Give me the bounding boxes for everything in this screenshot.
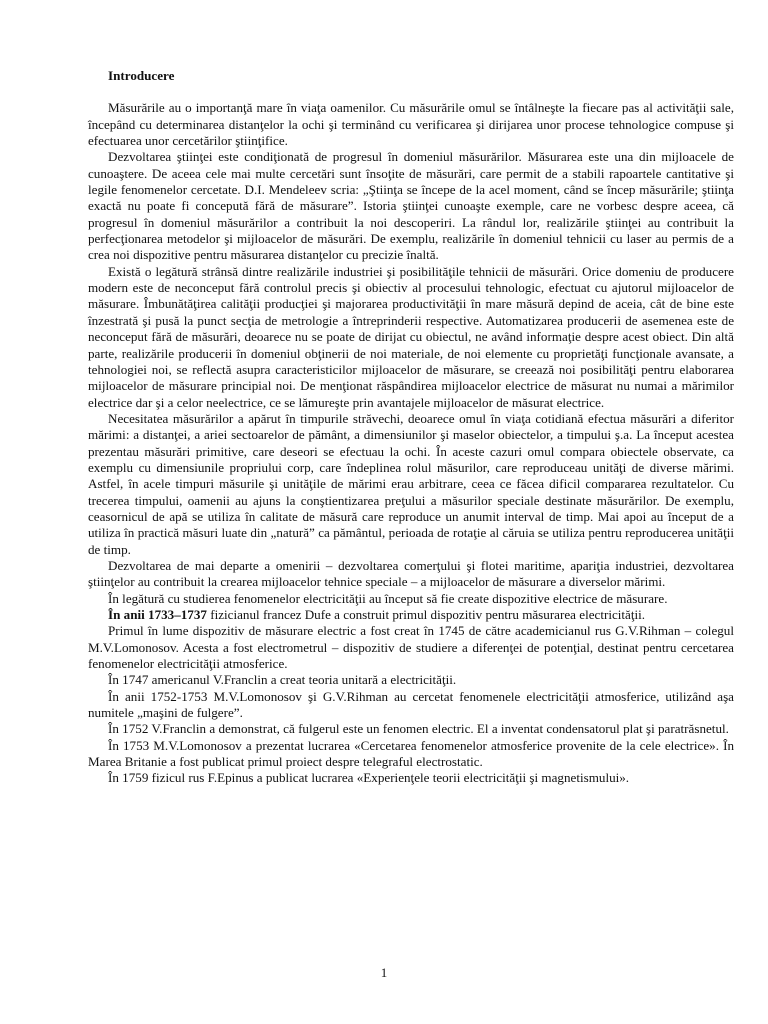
paragraph: În legătură cu studierea fenomenelor electricităţii au început să fie create dispozitive electrice de măsurare.	[108, 590, 668, 606]
paragraph-text: fizicianul francez Dufe a construit primul dispozitiv pentru măsurarea electricităţii.	[206, 607, 646, 622]
paragraph: Necesitatea măsurărilor a apărut în timpurile străvechi, deoarece omul în viaţa cotidiană efectua măsurări a diferitor mărimi: a distanţei, a ariei sectoarelor de pământ, a dimensiunilor şi maselor obiectelor, a timpului ş.a. La început acestea prezentau măsurări primitive, care deseori se efectuau la ochi. În aceste cazuri omul compara obiectele observate, ca exemplu cu dimensiunile propriului corp, care îndeplinea rolul măsurilor, care reproduceau unităţi de diverse mărimi. Astfel, în acele timpuri măsurile şi unităţile de mărimi erau arbitrare, ceea ce făcea dificil compararea rezultatelor. Cu trecerea timpului, oamenii au ajuns la conştientizarea preţului a măsurilor speciale destinate măsurărilor. De exemplu, ceasornicul de apă se utiliza în calitate de măsură care reproduce un anumit interval de timp. Mai apoi au început de a utiliza în practică măsuri luate din „natură” ca pământul, perioada de rotaţie al căruia se utiliza pentru reproducerea unităţii de timp.	[88, 410, 734, 557]
paragraph: În 1753 M.V.Lomonosov a prezentat lucrarea «Cercetarea fenomenelor atmosferice provenite de la cele electrice». În Marea Britanie a fost publicat primul proiect despre telegraful electrostatic.	[88, 737, 734, 770]
paragraph: Există o legătură strânsă dintre realizările industriei şi posibilităţile tehnicii de măsurări. Orice domeniu de producere modern este de neconceput fără controlul precis şi obiectiv al procesului tehnologic, efectuat cu ajutorul mijloacelor de măsurare. Îmbunătăţirea calităţii producţiei şi majorarea productivităţii în mare măsură depind de aceia, cât de bine este înzestrată şi pusă la punct secţia de metrologie a întreprinderii respective. Automatizarea producerii de asemenea este de neconceput fără de măsurări, deoarece nu se poate de dirijat cu obiectul, ne având informaţie despre acest obiect. Din altă parte, realizările producerii în domeniul obţinerii de noi materiale, de noi elemente cu proprietăţi funcţionale avansate, a tehnologiei noi, se reflectă asupra caracteristicilor mijloacelor de măsurare, se creează noi posibilităţi pentru elaborarea mijloacelor de măsurare principial noi. De menţionat răspândirea mijloacelor electrice de măsurat nu numai a mărimilor electrice dar şi a celor neelectrice, ce se lămureşte prin avantajele mijloacelor de măsurat electrice.	[88, 263, 734, 410]
paragraph: Primul în lume dispozitiv de măsurare electric a fost creat în 1745 de către academicianul rus G.V.Rihman – colegul M.V.Lomonosov. Acesta a fost electrometrul – dispozitiv de studiere a diferenţei de potenţial, destinat pentru cercetarea fenomenelor electricităţii atmosferice.	[88, 623, 734, 672]
years-highlight: În anii 1733–1737	[108, 607, 207, 622]
paragraph: În 1759 fizicul rus F.Epinus a publicat lucrarea «Experienţele teorii electricităţii şi magnetismului».	[108, 770, 630, 786]
paragraph: În 1747 americanul V.Franclin a creat teoria unitară a electricităţii.	[108, 672, 457, 688]
paragraph: În anii 1752-1753 M.V.Lomonosov şi G.V.Rihman au cercetat fenomenele electricităţii atmosferice, utilizând aşa numitele „maşini de fulgere”.	[88, 688, 734, 721]
paragraph-dufe	[88, 607, 734, 623]
paragraph: Măsurările au o importanţă mare în viaţa oamenilor. Cu măsurările omul se întâlneşte la fiecare pas al activităţii sale, începând cu determinarea distanţelor la ochi şi terminând cu verificarea şi dirijarea unor procese tehnologice compuse şi efectuarea unor cercetărilor ştiinţifice.	[88, 100, 734, 149]
paragraph: În 1752 V.Franclin a demonstrat, că fulgerul este un fenomen electric. El a inventat condensatorul plat şi paratrăsnetul.	[108, 721, 729, 737]
paragraph: Dezvoltarea ştiinţei este condiţionată de progresul în domeniul măsurărilor. Măsurarea este una din mijloacele de cunoaştere. De aceea cele mai multe cercetări sunt însoţite de măsurări, care permit de a stabili rapoartele cantitative şi legile fenomenelor cercetate. D.I. Mendeleev scria: „Ştiinţa se începe de la acel moment, când se încep măsurările; ştiinţa exactă nu poate fi concepută fără de măsurare”. Istoria ştiinţei cunoaşte exemple, care ne vorbesc despre aceea, că progresul în domeniul măsurărilor a contribuit la noi descoperiri. La rândul lor, realizările ştiinţei au contribuit la perfecţionarea metodelor şi mijloacelor de măsurări. De exemplu, realizările în domeniul tehnicii cu laser au permis de a crea noi dispozitive pentru măsurarea distanţelor cu precizie înaltă.	[88, 149, 734, 263]
page-content	[88, 68, 734, 787]
paragraph: Dezvoltarea de mai departe a omenirii – dezvoltarea comerţului şi flotei maritime, apariţia industriei, dezvoltarea ştiinţelor au contribuit la crearea mijloacelor tehnice speciale – a mijloacelor de măsurare a diverselor mărimi.	[88, 557, 734, 590]
page-number: 1	[380, 965, 388, 980]
section-heading: Introducere	[108, 68, 175, 83]
